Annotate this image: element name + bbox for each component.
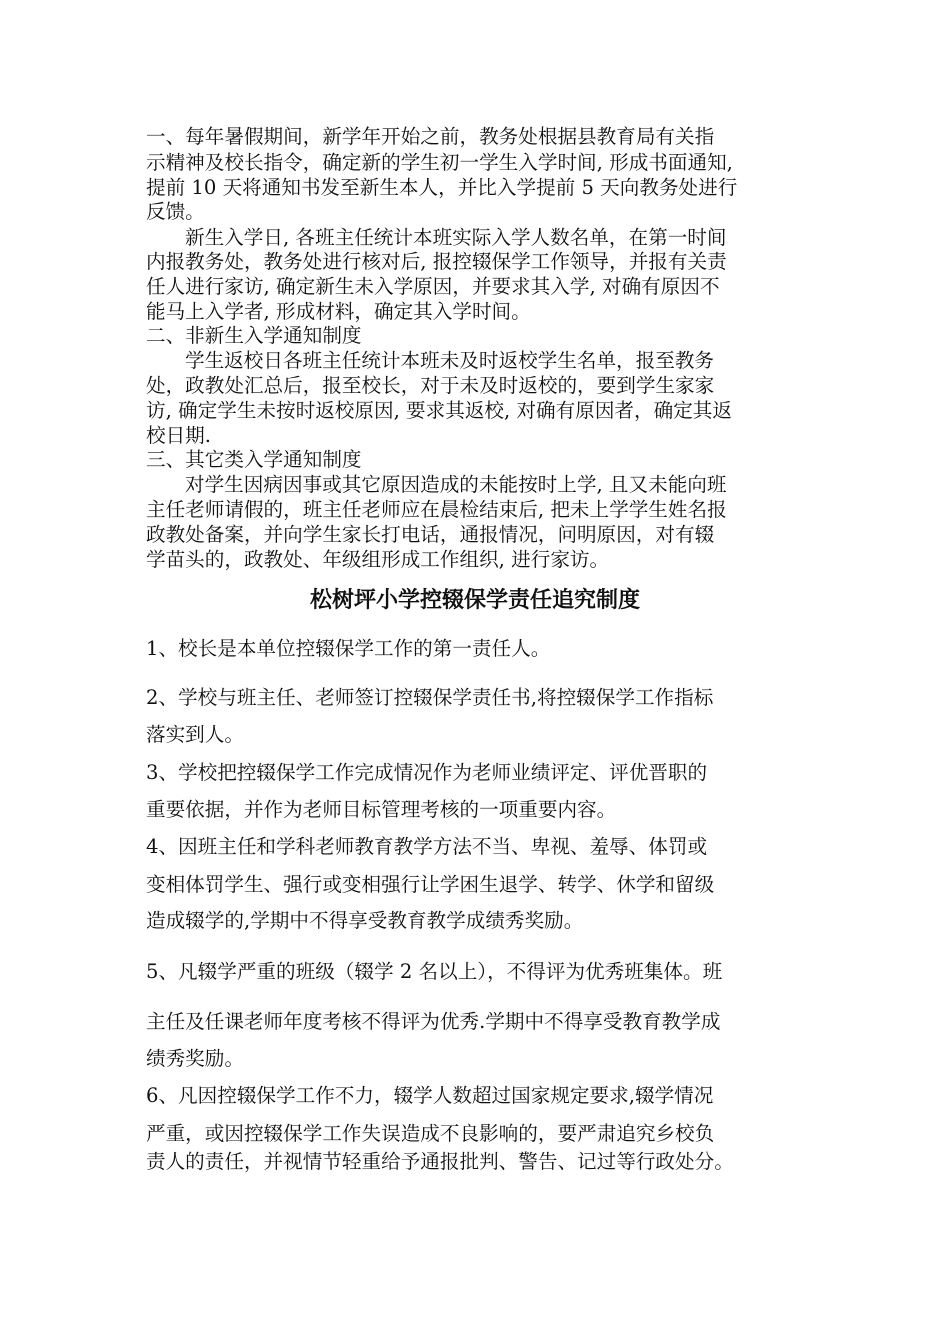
document-title: 松树坪小学控辍保学责任追究制度 (309, 588, 640, 613)
section2-line: 处，政教处汇总后，报至校长，对于未及时返校的，要到学生家家 (146, 374, 715, 397)
rule-2-line: 落实到人。 (146, 723, 244, 746)
section1-line: 一、每年暑假期间，新学年开始之前，教务处根据县教育局有关指 (146, 125, 715, 148)
section1-line: 新生入学日, 各班主任统计本班实际入学人数名单，在第一时间 (185, 226, 727, 249)
rule-4-line: 变相体罚学生、强行或变相强行让学困生退学、转学、休学和留级 (146, 873, 715, 896)
section2-line: 访, 确定学生未按时返校原因, 要求其返校, 对确有原因者，确定其返 (146, 399, 732, 422)
rule-3-line: 3、学校把控辍保学工作完成情况作为老师业绩评定、评优晋职的 (146, 761, 708, 784)
rule-4-line: 造成辍学的,学期中不得享受教育教学成绩秀奖励。 (146, 909, 584, 932)
section1-line: 反馈。 (146, 200, 205, 223)
rule-5-line: 5、凡辍学严重的班级（辍学 2 名以上），不得评为优秀班集体。班 (146, 960, 723, 983)
section1-line: 示精神及校长指令，确定新的学生初一学生入学时间, 形成书面通知, (146, 151, 733, 174)
rule-5-line: 主任及任课老师年度考核不得评为优秀.学期中不得享受教育教学成 (146, 1010, 721, 1033)
rule-5-line: 绩秀奖励。 (146, 1047, 244, 1070)
section3-line: 对学生因病因事或其它原因造成的未能按时上学, 且又未能向班 (185, 473, 727, 496)
section3-line: 政教处备案，并向学生家长打电话，通报情况，问明原因，对有辍 (146, 523, 715, 546)
section1-line: 内报教务处，教务处进行核对后, 报控辍保学工作领导，并报有关责 (146, 250, 727, 273)
section2-heading: 二、非新生入学通知制度 (146, 324, 362, 347)
section3-line: 主任老师请假的，班主任老师应在晨检结束后, 把未上学学生姓名报 (146, 498, 727, 521)
section1-line: 提前 10 天将通知书发至新生本人，并比入学提前 5 天向教务处进行 (146, 176, 738, 199)
rule-2-line: 2、学校与班主任、老师签订控辍保学责任书,将控辍保学工作指标 (146, 686, 714, 709)
section2-line: 学生返校日各班主任统计本班未及时返校学生名单，报至教务 (185, 349, 715, 372)
rule-4-line: 4、因班主任和学科老师教育教学方法不当、卑视、羞辱、体罚或 (146, 835, 708, 858)
section1-line: 能马上入学者, 形成材料，确定其入学时间。 (146, 300, 531, 323)
section1-line: 任人进行家访, 确定新生未入学原因，并要求其入学, 对确有原因不 (146, 275, 720, 298)
rule-6-line: 6、凡因控辍保学工作不力，辍学人数超过国家规定要求,辍学情况 (146, 1084, 714, 1107)
rule-6-line: 责人的责任，并视情节轻重给予通报批判、警告、记过等行政处分。 (146, 1150, 734, 1173)
rule-6-line: 严重，或因控辍保学工作失误造成不良影响的，要严肃追究乡校负 (146, 1122, 715, 1145)
section3-heading: 三、其它类入学通知制度 (146, 448, 362, 471)
rule-3-line: 重要依据，并作为老师目标管理考核的一项重要内容。 (146, 798, 617, 821)
section3-line: 学苗头的，政教处、年级组形成工作组织, 进行家访。 (146, 548, 610, 571)
section2-line: 校日期. (146, 424, 212, 447)
rule-1-line: 1、校长是本单位控辍保学工作的第一责任人。 (146, 637, 551, 660)
